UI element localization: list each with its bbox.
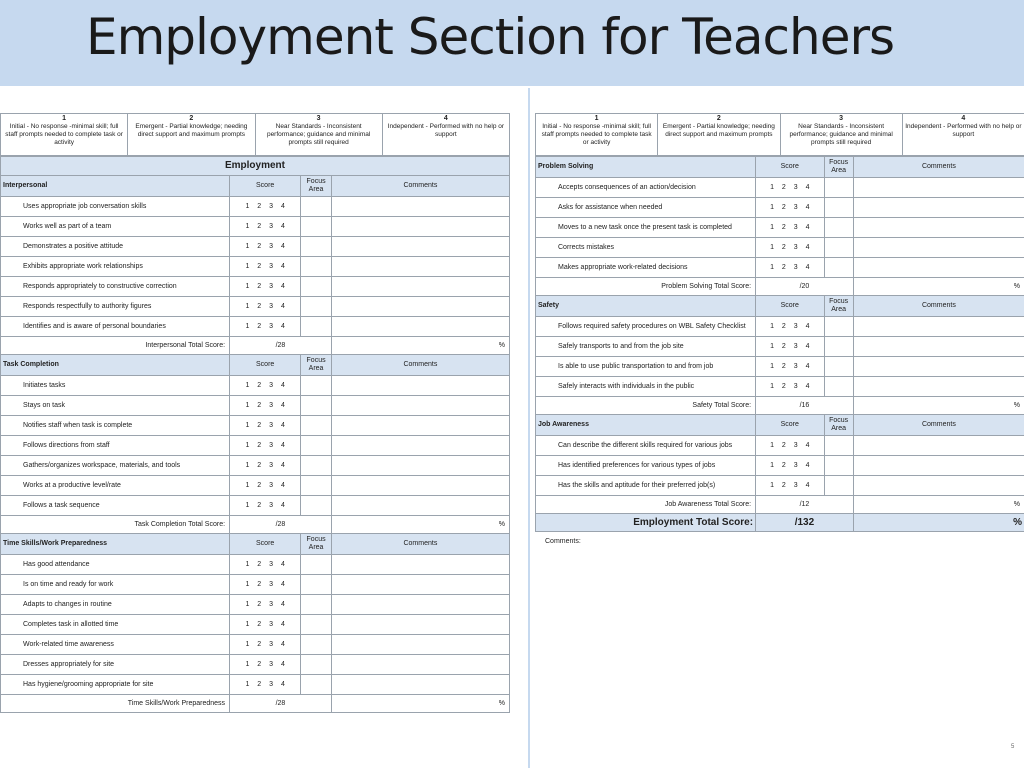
table-row — [1, 675, 510, 695]
focus-area-cell[interactable] — [301, 436, 332, 456]
focus-area-cell[interactable] — [824, 357, 853, 377]
section-total-percent: % — [853, 278, 1024, 296]
skill-label: Completes task in allotted time — [1, 615, 230, 635]
score-options[interactable]: 1 2 3 4 — [756, 357, 824, 377]
employment-total-label: Employment Total Score: — [536, 514, 756, 532]
skill-label: Adapts to changes in routine — [1, 595, 230, 615]
comments-cell[interactable] — [853, 218, 1024, 238]
skill-label: Moves to a new task once the present task is completed — [536, 218, 756, 238]
section-total-percent: % — [331, 516, 509, 534]
comments-column-header: Comments — [331, 176, 509, 197]
table-row — [1, 317, 510, 337]
table-row — [1, 655, 510, 675]
comments-cell[interactable] — [331, 297, 509, 317]
rating-scale-cell — [780, 114, 902, 156]
focus-area-cell[interactable] — [301, 655, 332, 675]
comments-cell[interactable] — [331, 496, 509, 516]
table-row — [1, 237, 510, 257]
section-total-row — [536, 496, 1024, 514]
skill-label: Works well as part of a team — [1, 217, 230, 237]
score-options[interactable]: 1 2 3 4 — [230, 376, 301, 396]
rating-scale-cell — [382, 114, 509, 156]
employment-total-value: /132 — [756, 514, 854, 532]
section-header-row — [536, 415, 1024, 436]
section-total-value: /16 — [756, 397, 854, 415]
rating-scale-number: 2 — [189, 115, 194, 122]
skill-label: Stays on task — [1, 396, 230, 416]
rating-scale-description: Independent - Performed with no help or support — [387, 123, 505, 138]
section-title: Safety — [536, 296, 756, 317]
skill-label: Exhibits appropriate work relationships — [1, 257, 230, 277]
focus-area-cell[interactable] — [824, 238, 853, 258]
rating-scale-description: Emergent - Partial knowledge; needing direct support and maximum prompts — [135, 123, 248, 138]
table-row — [1, 416, 510, 436]
score-options[interactable]: 1 2 3 4 — [756, 337, 824, 357]
section-title: Interpersonal — [1, 176, 230, 197]
rating-scale-cell — [902, 114, 1024, 156]
comments-cell[interactable] — [853, 456, 1024, 476]
table-row — [536, 258, 1024, 278]
focus-area-cell[interactable] — [301, 456, 332, 476]
score-options[interactable]: 1 2 3 4 — [230, 257, 301, 277]
table-row — [536, 218, 1024, 238]
employment-total-row — [536, 514, 1024, 532]
comments-cell[interactable] — [331, 615, 509, 635]
focus-area-column-header: Focus Area — [824, 157, 853, 178]
focus-area-cell[interactable] — [301, 317, 332, 337]
skill-label: Works at a productive level/rate — [1, 476, 230, 496]
focus-area-cell[interactable] — [824, 456, 853, 476]
skill-label: Can describe the different skills required for various jobs — [536, 436, 756, 456]
rating-scale-number: 4 — [961, 115, 966, 122]
focus-area-cell[interactable] — [824, 258, 853, 278]
skill-label: Responds appropriately to constructive correction — [1, 277, 230, 297]
score-options[interactable]: 1 2 3 4 — [230, 297, 301, 317]
table-row — [1, 476, 510, 496]
comments-cell[interactable] — [331, 197, 509, 217]
table-row — [1, 376, 510, 396]
table-row — [536, 238, 1024, 258]
rating-scale-number: 3 — [839, 115, 844, 122]
table-row — [536, 377, 1024, 397]
table-row — [536, 337, 1024, 357]
focus-area-cell[interactable] — [824, 377, 853, 397]
focus-area-cell[interactable] — [301, 217, 332, 237]
comments-cell[interactable] — [331, 237, 509, 257]
table-row — [1, 615, 510, 635]
rubric-table — [535, 156, 1024, 532]
score-options[interactable]: 1 2 3 4 — [756, 476, 824, 496]
skill-label: Has hygiene/grooming appropriate for site — [1, 675, 230, 695]
table-row — [536, 476, 1024, 496]
focus-area-cell[interactable] — [824, 337, 853, 357]
score-options[interactable]: 1 2 3 4 — [756, 436, 824, 456]
score-column-header: Score — [756, 157, 824, 178]
focus-area-cell[interactable] — [824, 317, 853, 337]
comments-cell[interactable] — [853, 258, 1024, 278]
section-title: Time Skills/Work Preparedness — [1, 534, 230, 555]
rating-scale-cell — [536, 114, 658, 156]
table-row — [1, 635, 510, 655]
section-total-value: /28 — [230, 337, 332, 355]
rating-scale-number: 3 — [316, 115, 321, 122]
skill-label: Responds respectfully to authority figures — [1, 297, 230, 317]
table-row — [1, 297, 510, 317]
focus-area-cell[interactable] — [301, 595, 332, 615]
employment-total-percent: % — [853, 514, 1024, 532]
comments-column-header: Comments — [331, 355, 509, 376]
table-row — [1, 436, 510, 456]
table-row — [1, 575, 510, 595]
section-title: Job Awareness — [536, 415, 756, 436]
score-options[interactable]: 1 2 3 4 — [756, 178, 824, 198]
score-options[interactable]: 1 2 3 4 — [230, 416, 301, 436]
rating-scale-table — [535, 113, 1024, 156]
comments-cell[interactable] — [331, 555, 509, 575]
focus-area-cell[interactable] — [301, 496, 332, 516]
focus-area-cell[interactable] — [301, 575, 332, 595]
table-row — [1, 456, 510, 476]
section-header-row — [1, 355, 510, 376]
table-row — [536, 178, 1024, 198]
comments-column-header: Comments — [331, 534, 509, 555]
score-options[interactable]: 1 2 3 4 — [230, 396, 301, 416]
skill-label: Accepts consequences of an action/decision — [536, 178, 756, 198]
comments-cell[interactable] — [853, 238, 1024, 258]
rating-scale-cell — [255, 114, 382, 156]
table-row — [536, 357, 1024, 377]
comments-column-header: Comments — [853, 415, 1024, 436]
comments-cell[interactable] — [853, 317, 1024, 337]
skill-label: Has identified preferences for various types of jobs — [536, 456, 756, 476]
rating-scale-cell — [1, 114, 128, 156]
score-options[interactable]: 1 2 3 4 — [230, 317, 301, 337]
section-total-percent: % — [331, 695, 509, 713]
section-header-row — [1, 176, 510, 197]
score-options[interactable]: 1 2 3 4 — [756, 198, 824, 218]
focus-area-cell[interactable] — [301, 396, 332, 416]
focus-area-cell[interactable] — [301, 635, 332, 655]
score-options[interactable]: 1 2 3 4 — [756, 238, 824, 258]
comments-cell[interactable] — [853, 436, 1024, 456]
section-title: Problem Solving — [536, 157, 756, 178]
rating-scale-description: Independent - Performed with no help or support — [905, 123, 1022, 138]
score-column-header: Score — [756, 296, 824, 317]
title-bar — [0, 0, 1024, 86]
focus-area-cell[interactable] — [301, 237, 332, 257]
skill-label: Follows a task sequence — [1, 496, 230, 516]
skill-label: Follows directions from staff — [1, 436, 230, 456]
comments-cell[interactable] — [331, 217, 509, 237]
focus-area-column-header: Focus Area — [824, 296, 853, 317]
focus-area-column-header: Focus Area — [301, 534, 332, 555]
comments-cell[interactable] — [331, 317, 509, 337]
rating-scale-cell — [658, 114, 780, 156]
skill-label: Safely transports to and from the job site — [536, 337, 756, 357]
score-options[interactable]: 1 2 3 4 — [230, 635, 301, 655]
page-number: 5 — [1011, 744, 1015, 750]
skill-label: Is on time and ready for work — [1, 575, 230, 595]
section-total-value: /28 — [230, 695, 332, 713]
score-options[interactable]: 1 2 3 4 — [756, 317, 824, 337]
skill-label: Work-related time awareness — [1, 635, 230, 655]
score-options[interactable]: 1 2 3 4 — [230, 217, 301, 237]
skill-label: Safely interacts with individuals in the public — [536, 377, 756, 397]
score-options[interactable]: 1 2 3 4 — [756, 218, 824, 238]
section-total-row — [1, 337, 510, 355]
section-total-percent: % — [853, 397, 1024, 415]
section-total-row — [1, 516, 510, 534]
comments-column-header: Comments — [853, 296, 1024, 317]
rating-scale-number: 1 — [594, 115, 599, 122]
comments-cell[interactable] — [331, 655, 509, 675]
focus-area-cell[interactable] — [301, 555, 332, 575]
rating-scale-number: 2 — [716, 115, 721, 122]
skill-label: Gathers/organizes workspace, materials, and tools — [1, 456, 230, 476]
score-options[interactable]: 1 2 3 4 — [756, 258, 824, 278]
section-total-value: /20 — [756, 278, 854, 296]
skill-label: Dresses appropriately for site — [1, 655, 230, 675]
focus-area-cell[interactable] — [301, 297, 332, 317]
focus-area-cell[interactable] — [301, 376, 332, 396]
focus-area-cell[interactable] — [301, 675, 332, 695]
table-row — [1, 197, 510, 217]
focus-area-cell[interactable] — [301, 197, 332, 217]
rating-scale-number: 4 — [443, 115, 448, 122]
section-total-value: /12 — [756, 496, 854, 514]
score-options[interactable]: 1 2 3 4 — [230, 197, 301, 217]
focus-area-column-header: Focus Area — [301, 355, 332, 376]
comments-cell[interactable] — [331, 277, 509, 297]
table-row — [1, 257, 510, 277]
comments-cell[interactable] — [331, 436, 509, 456]
score-column-header: Score — [756, 415, 824, 436]
skill-label: Corrects mistakes — [536, 238, 756, 258]
comments-cell[interactable] — [331, 635, 509, 655]
score-options[interactable]: 1 2 3 4 — [230, 277, 301, 297]
section-header-row — [1, 534, 510, 555]
skill-label: Has the skills and aptitude for their preferred job(s) — [536, 476, 756, 496]
column-divider — [528, 88, 530, 768]
skill-label: Uses appropriate job conversation skills — [1, 197, 230, 217]
section-total-label: Safety Total Score: — [536, 397, 756, 415]
employment-heading: Employment — [1, 157, 510, 176]
score-column-header: Score — [230, 355, 301, 376]
table-row — [536, 456, 1024, 476]
rating-scale-table — [0, 113, 510, 156]
right-rubric-sheet — [535, 113, 1024, 545]
comments-cell[interactable] — [331, 416, 509, 436]
table-row — [1, 496, 510, 516]
focus-area-column-header: Focus Area — [824, 415, 853, 436]
table-row — [1, 396, 510, 416]
section-total-label: Job Awareness Total Score: — [536, 496, 756, 514]
focus-area-cell[interactable] — [301, 615, 332, 635]
comments-cell[interactable] — [331, 476, 509, 496]
focus-area-cell[interactable] — [301, 416, 332, 436]
rating-scale-description: Near Standards - Inconsistent performance; guidance and minimal prompts still required — [266, 123, 371, 146]
comments-cell[interactable] — [853, 198, 1024, 218]
table-row — [1, 277, 510, 297]
comments-cell[interactable] — [331, 675, 509, 695]
section-total-label: Task Completion Total Score: — [1, 516, 230, 534]
score-options[interactable]: 1 2 3 4 — [230, 436, 301, 456]
table-row — [536, 317, 1024, 337]
score-options[interactable]: 1 2 3 4 — [230, 595, 301, 615]
skill-label: Initiates tasks — [1, 376, 230, 396]
focus-area-cell[interactable] — [824, 178, 853, 198]
table-row — [536, 436, 1024, 456]
rating-scale-description: Initial - No response -minimal skill; full staff prompts needed to complete task or activity — [541, 123, 652, 146]
section-total-percent: % — [331, 337, 509, 355]
skill-label: Demonstrates a positive attitude — [1, 237, 230, 257]
score-column-header: Score — [230, 176, 301, 197]
left-rubric-sheet — [0, 113, 510, 713]
skill-label: Notifies staff when task is complete — [1, 416, 230, 436]
skill-label: Identifies and is aware of personal boundaries — [1, 317, 230, 337]
section-total-percent: % — [853, 496, 1024, 514]
score-options[interactable]: 1 2 3 4 — [230, 575, 301, 595]
rating-scale-number: 1 — [62, 115, 67, 122]
rubric-table — [0, 156, 510, 713]
comments-cell[interactable] — [853, 357, 1024, 377]
comments-cell[interactable] — [853, 377, 1024, 397]
score-options[interactable]: 1 2 3 4 — [230, 496, 301, 516]
table-row — [1, 555, 510, 575]
focus-area-column-header: Focus Area — [301, 176, 332, 197]
focus-area-cell[interactable] — [824, 436, 853, 456]
score-column-header: Score — [230, 534, 301, 555]
comments-cell[interactable] — [853, 476, 1024, 496]
focus-area-cell[interactable] — [824, 218, 853, 238]
page-title: Employment Section for Teachers — [86, 8, 895, 66]
skill-label: Follows required safety procedures on WBL Safety Checklist — [536, 317, 756, 337]
rating-scale-description: Initial - No response -minimal skill; full staff prompts needed to complete task or activity — [5, 123, 123, 146]
focus-area-cell[interactable] — [301, 277, 332, 297]
comments-cell[interactable] — [331, 257, 509, 277]
rating-scale-description: Near Standards - Inconsistent performance; guidance and minimal prompts still required — [789, 123, 893, 146]
comments-cell[interactable] — [853, 178, 1024, 198]
score-options[interactable]: 1 2 3 4 — [230, 555, 301, 575]
comments-cell[interactable] — [853, 337, 1024, 357]
section-total-label: Time Skills/Work Preparedness — [1, 695, 230, 713]
section-total-label: Problem Solving Total Score: — [536, 278, 756, 296]
focus-area-cell[interactable] — [301, 476, 332, 496]
score-options[interactable]: 1 2 3 4 — [230, 675, 301, 695]
section-title: Task Completion — [1, 355, 230, 376]
comments-cell[interactable] — [331, 396, 509, 416]
score-options[interactable]: 1 2 3 4 — [230, 655, 301, 675]
section-total-row — [536, 278, 1024, 296]
score-options[interactable]: 1 2 3 4 — [756, 377, 824, 397]
focus-area-cell[interactable] — [824, 198, 853, 218]
table-row — [1, 217, 510, 237]
comments-column-header: Comments — [853, 157, 1024, 178]
table-row — [536, 198, 1024, 218]
comments-cell[interactable] — [331, 595, 509, 615]
skill-label: Makes appropriate work-related decisions — [536, 258, 756, 278]
rating-scale-description: Emergent - Partial knowledge; needing direct support and maximum prompts — [662, 123, 775, 138]
skill-label: Is able to use public transportation to and from job — [536, 357, 756, 377]
section-total-value: /28 — [230, 516, 332, 534]
comments-cell[interactable] — [331, 376, 509, 396]
focus-area-cell[interactable] — [301, 257, 332, 277]
rating-scale-cell — [128, 114, 255, 156]
score-options[interactable]: 1 2 3 4 — [756, 456, 824, 476]
comments-cell[interactable] — [331, 456, 509, 476]
skill-label: Asks for assistance when needed — [536, 198, 756, 218]
score-options[interactable]: 1 2 3 4 — [230, 615, 301, 635]
score-options[interactable]: 1 2 3 4 — [230, 237, 301, 257]
section-total-row — [1, 695, 510, 713]
focus-area-cell[interactable] — [824, 476, 853, 496]
section-header-row — [536, 296, 1024, 317]
table-row — [1, 595, 510, 615]
section-header-row — [536, 157, 1024, 178]
comments-cell[interactable] — [331, 575, 509, 595]
section-total-label: Interpersonal Total Score: — [1, 337, 230, 355]
score-options[interactable]: 1 2 3 4 — [230, 456, 301, 476]
score-options[interactable]: 1 2 3 4 — [230, 476, 301, 496]
skill-label: Has good attendance — [1, 555, 230, 575]
section-total-row — [536, 397, 1024, 415]
comments-label: Comments: — [545, 538, 581, 545]
